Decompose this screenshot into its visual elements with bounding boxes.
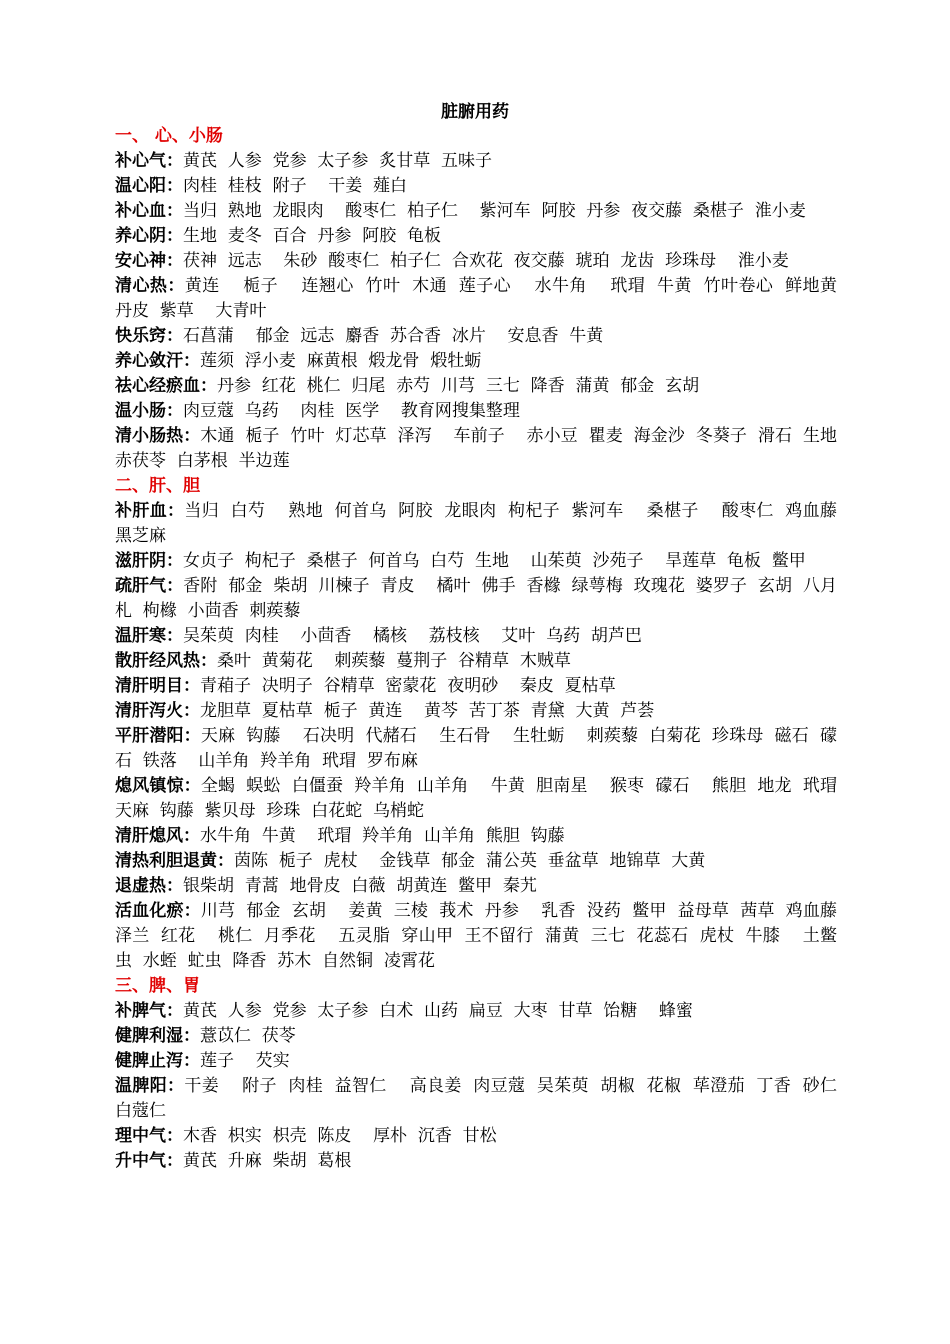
entry-herbs: 全蝎 蜈蚣 白僵蚕 羚羊角 山羊角 牛黄 胆南星 猴枣 礞石 熊胆 地龙 玳瑁 天麻 钩藤 紫贝母 珍珠 白花蛇 乌梢蛇 (115, 776, 859, 821)
entry-label: 清肝熄风： (115, 826, 200, 846)
herb-entry (115, 724, 837, 774)
entry-label: 补心气： (115, 151, 183, 171)
entry-label: 快乐窍： (115, 326, 183, 346)
entry-herbs: 木通 栀子 竹叶 灯芯草 泽泻 车前子 赤小豆 瞿麦 海金沙 冬葵子 滑石 生地 赤茯苓 白茅根 半边莲 (115, 426, 848, 471)
entry-label: 健脾止泻： (115, 1051, 200, 1071)
herb-entry (115, 549, 837, 574)
entry-herbs: 生地 麦冬 百合 丹参 阿胶 龟板 (183, 226, 442, 246)
entry-label: 滋肝阴： (115, 551, 183, 571)
entry-label: 升中气： (115, 1151, 183, 1171)
section-heading-text: 一、 心、小肠 (115, 126, 223, 146)
herb-entry (115, 249, 837, 274)
entry-label: 养心阴： (115, 226, 183, 246)
entry-label: 温脾阳： (115, 1076, 185, 1096)
herb-entry (115, 1024, 837, 1049)
herb-entry (115, 399, 837, 424)
entry-herbs: 黄芪 升麻 柴胡 葛根 (183, 1151, 352, 1171)
herb-entry (115, 499, 859, 549)
entry-label: 清小肠热： (115, 426, 201, 446)
entry-herbs: 干姜 附子 肉桂 益智仁 高良姜 肉豆蔻 吴茱萸 胡椒 花椒 荜澄茄 丁香 砂仁 白蔻仁 (115, 1076, 859, 1121)
entry-label: 熄风镇惊： (115, 776, 201, 796)
herb-entry (115, 199, 837, 224)
entry-label: 温心阳： (115, 176, 183, 196)
entry-herbs: 当归 熟地 龙眼肉 酸枣仁 柏子仁 紫河车 阿胶 丹参 夜交藤 桑椹子 淮小麦 (183, 201, 806, 221)
entry-herbs: 莲子 芡实 (200, 1051, 290, 1071)
entry-herbs: 肉桂 桂枝 附子 干姜 薤白 (183, 176, 408, 196)
herb-entry (115, 424, 848, 474)
herb-entry (115, 999, 837, 1024)
entry-label: 清肝明目： (115, 676, 200, 696)
herb-entry (115, 574, 837, 624)
entry-label: 安心神： (115, 251, 183, 271)
entry-label: 补肝血： (115, 501, 185, 521)
entry-herbs: 青葙子 决明子 谷精草 密蒙花 夜明砂 秦皮 夏枯草 (200, 676, 616, 696)
entry-herbs: 茵陈 栀子 虎杖 金钱草 郁金 蒲公英 垂盆草 地锦草 大黄 (234, 851, 706, 871)
entry-label: 补心血： (115, 201, 183, 221)
herb-entry (115, 224, 837, 249)
herb-entry (115, 899, 859, 974)
herb-entry (115, 774, 859, 824)
entry-label: 清热利胆退黄： (115, 851, 234, 871)
section-heading-text: 二、肝、胆 (115, 476, 200, 496)
entry-label: 清心热： (115, 276, 185, 296)
entry-label: 平肝潜阳： (115, 726, 201, 746)
herb-entry (115, 699, 837, 724)
entry-herbs: 木香 枳实 枳壳 陈皮 厚朴 沉香 甘松 (183, 1126, 497, 1146)
herb-entry (115, 174, 837, 199)
entry-label: 疏肝气： (115, 576, 184, 596)
entry-label: 温小肠： (115, 401, 183, 421)
herb-entry (115, 1074, 859, 1124)
herb-entry (115, 374, 837, 399)
herb-entry (115, 149, 837, 174)
entry-herbs: 川芎 郁金 玄胡 姜黄 三棱 莪术 丹参 乳香 没药 鳖甲 益母草 茜草 鸡血藤 泽兰 红花 桃仁 月季花 五灵脂 穿山甲 王不留行 蒲黄 三七 花蕊石 虎杖 牛膝 土鳖虫 水蛭 虻虫 降香 苏木 自然铜 凌霄花 (115, 901, 859, 971)
entry-label: 清肝泻火： (115, 701, 200, 721)
entry-herbs: 香附 郁金 柴胡 川楝子 青皮 橘叶 佛手 香橼 绿萼梅 玫瑰花 婆罗子 玄胡 八月札 枸橼 小茴香 刺蒺藜 (115, 576, 838, 621)
page-title: 脏腑用药 (441, 102, 509, 122)
herb-entry (115, 624, 837, 649)
herb-entry (115, 674, 837, 699)
herb-entry (115, 1124, 837, 1149)
herb-entry (115, 874, 837, 899)
entry-herbs: 当归 白芍 熟地 何首乌 阿胶 龙眼肉 枸杞子 紫河车 桑椹子 酸枣仁 鸡血藤 黑芝麻 (115, 501, 859, 546)
entry-herbs: 银柴胡 青蒿 地骨皮 白薇 胡黄连 鳖甲 秦艽 (183, 876, 537, 896)
entry-herbs: 天麻 钩藤 石决明 代赭石 生石骨 生牡蛎 刺蒺藜 白菊花 珍珠母 磁石 礞石 铁落 山羊角 羚羊角 玳瑁 罗布麻 (115, 726, 837, 771)
entry-label: 退虚热： (115, 876, 183, 896)
document-body (115, 124, 859, 1174)
section-heading (115, 474, 837, 499)
entry-herbs: 黄连 栀子 连翘心 竹叶 木通 莲子心 水牛角 玳瑁 牛黄 竹叶卷心 鲜地黄 丹皮 紫草 大青叶 (115, 276, 848, 321)
section-heading (115, 124, 837, 149)
entry-label: 健脾利湿： (115, 1026, 200, 1046)
herb-entry (115, 1049, 837, 1074)
entry-herbs: 莲须 浮小麦 麻黄根 煅龙骨 煅牡蛎 (200, 351, 482, 371)
herb-entry (115, 349, 837, 374)
entry-herbs: 黄芪 人参 党参 太子参 白术 山药 扁豆 大枣 甘草 饴糖 蜂蜜 (183, 1001, 693, 1021)
section-heading-text: 三、脾、胃 (115, 976, 200, 996)
entry-herbs: 桑叶 黄菊花 刺蒺藜 蔓荆子 谷精草 木贼草 (217, 651, 571, 671)
entry-herbs: 薏苡仁 茯苓 (200, 1026, 296, 1046)
herb-entry (115, 824, 837, 849)
herb-entry (115, 274, 848, 324)
entry-herbs: 丹参 红花 桃仁 归尾 赤芍 川芎 三七 降香 蒲黄 郁金 玄胡 (217, 376, 700, 396)
section-heading (115, 974, 837, 999)
entry-label: 散肝经风热： (115, 651, 217, 671)
entry-herbs: 茯神 远志 朱砂 酸枣仁 柏子仁 合欢花 夜交藤 琥珀 龙齿 珍珠母 淮小麦 (183, 251, 789, 271)
entry-herbs: 吴茱萸 肉桂 小茴香 橘核 荔枝核 艾叶 乌药 胡芦巴 (183, 626, 642, 646)
herb-entry (115, 324, 837, 349)
entry-herbs: 龙胆草 夏枯草 栀子 黄连 黄芩 苦丁茶 青黛 大黄 芦荟 (200, 701, 655, 721)
entry-label: 养心敛汗： (115, 351, 200, 371)
entry-herbs: 水牛角 牛黄 玳瑁 羚羊角 山羊角 熊胆 钩藤 (200, 826, 565, 846)
entry-herbs: 肉豆蔻 乌药 肉桂 医学 教育网搜集整理 (183, 401, 520, 421)
entry-herbs: 黄芪 人参 党参 太子参 炙甘草 五味子 (183, 151, 493, 171)
entry-label: 祛心经瘀血： (115, 376, 217, 396)
herb-entry (115, 1149, 837, 1174)
herb-entry (115, 649, 837, 674)
entry-label: 活血化瘀： (115, 901, 201, 921)
entry-label: 理中气： (115, 1126, 183, 1146)
entry-label: 补脾气： (115, 1001, 183, 1021)
entry-herbs: 石菖蒲 郁金 远志 麝香 苏合香 冰片 安息香 牛黄 (183, 326, 604, 346)
herb-entry (115, 849, 837, 874)
entry-label: 温肝寒： (115, 626, 183, 646)
entry-herbs: 女贞子 枸杞子 桑椹子 何首乌 白芍 生地 山茱萸 沙苑子 旱莲草 龟板 鳖甲 (183, 551, 806, 571)
